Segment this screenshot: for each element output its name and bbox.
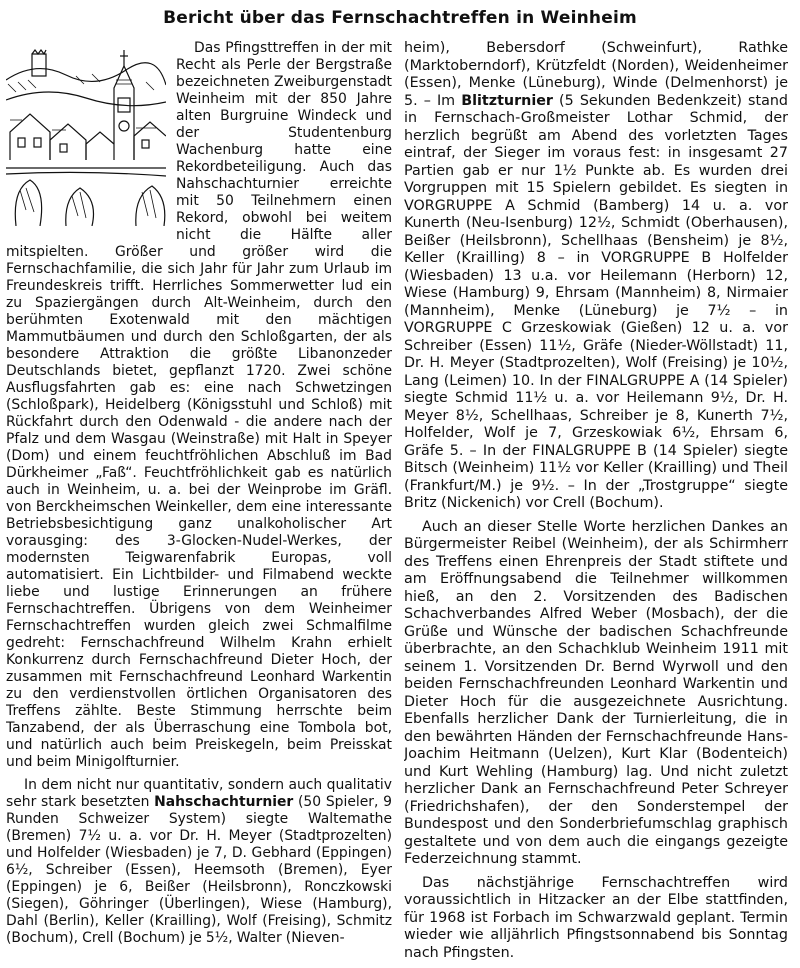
nahschach-text-end: (50 Spieler, 9 Runden Schweizer System) siegte Waltemathe (Bremen) 7½ u. a. vor Dr. H. Meyer (Stadtprozelten) und Holfelder (Wiesbaden) je 7, D. Gebhard (Eppingen) 6½, Schreiber (Essen), Heemsoth (Bremen), Eyer (Eppingen) je 6, Beißer (Heilsbronn), Ronczkowski (Siegen), Göhringer (Überlingen), Wiese (Hamburg), Dahl (Berlin), Keller (Krailling), Wolf (Freising), Schmitz (Bochum), Crell (Bochum) je 5½, Walter (Nieven- <box>6 794 392 946</box>
weinheim-town-sketch-icon <box>6 40 166 226</box>
next-meeting-paragraph: Das nächstjährige Fernschachtreffen wird voraussichtlich in Hitzacker an der Elbe stattfinden, für 1968 ist Forbach im Schwarzwald geplant. Termin wieder wie alljährlich Pfingstsonnabend bis Sonntag nach Pfingsten. <box>404 874 788 961</box>
left-column <box>6 40 392 964</box>
nahschachturnier-heading: Nahschachturnier <box>154 794 294 810</box>
article-title: Bericht über das Fernschachtreffen in Weinheim <box>163 8 637 28</box>
blitz-text-start: heim), Bebersdorf (Schweinfurt), Rathke (Marktoberndorf), Krützfeldt (Norden), Weidenheimer (Essen), Menke (Lüneburg), Winde (Delmenhorst) je 5. – Im <box>404 40 788 109</box>
nahschach-paragraph <box>6 777 392 947</box>
blitz-paragraph <box>404 40 788 513</box>
nahschach-text-start: In dem nicht nur quantitativ, sondern auch qualitativ sehr stark besetzten <box>6 777 392 810</box>
blitz-text-end: (5 Sekunden Bedenkzeit) stand in Fernschach-Großmeister Lothar Schmid, der herzlich begrüßt am Abend des vorletzten Tages eintraf, der Sieger im voraus fest: in insgesamt 27 Partien gab er nur 1½ Punkte ab. Es wurden drei Vorgruppen mit 15 Spielern gebildet. Es siegten in VORGRUPPE A Schmid (Bamberg) 14 u. a. vor Kunerth (Neu-Isenburg) 12½, Schmidt (Oberhausen), Beißer (Heilsbronn), Schellhaas (Bensheim) je 8½, Keller (Krailling) 8 – in VORGRUPPE B Holfelder (Wiesbaden) 13 u.a. vor Heilemann (Herborn) 12, Wiese (Hamburg) 9, Ehrsam (Mannheim) 8, Nirmaier (Mannheim), Menke (Lüneburg) je 7½ – in VORGRUPPE C Grzeskowiak (Gießen) 12 u. a. vor Schreiber (Essen) 11½, Gräfe (Nieder-Wöllstadt) 11, Dr. H. Meyer (Stadtprozelten), Wolf (Freising) je 10½, Lang (Leimen) 10. In der FINALGRUPPE A (14 Spieler) siegte Schmid 11½ u. a. vor Heilemann 9½, Dr. H. Meyer 8½, Schellhaas, Schreiber je 8, Kunerth 7½, Holfelder, Wolf je 7, Grzeskowiak 6½, Ehrsam 6, Gräfe 5. – In der FINALGRUPPE B (14 Spieler) siegte Bitsch (Weinheim) 11½ vor Keller (Krailling) und Theil (Frankfurt/M.) je 9½. – In der „Trostgruppe“ siegte Britz (Nickenich) vor Crell (Bochum). <box>404 92 788 511</box>
thanks-paragraph: Auch an dieser Stelle Worte herzlichen Dankes an Bürgermeister Reibel (Weinheim), der als Schirmherr des Treffens einen Ehrenpreis der Stadt stiftete und am Eröffnungsabend die Teilnehmer willkommen hieß, an den 2. Vorsitzenden des Badischen Schachverbandes Alfred Weber (Mosbach), der die Grüße und Wünsche der badischen Schachfreunde überbrachte, an den Schachklub Weinheim 1911 mit seinem 1. Vorsitzenden Dr. Bernd Wyrwoll und den beiden Fernschachfreunden Leonhard Warkentin und Dieter Hoch für die ausgezeichnete Ausrichtung. Ebenfalls herzlicher Dank der Turnierleitung, die in den bewährten Händen der Fernschachfreunde Hans-Joachim Heitmann (Uelzen), Kurt Klar (Bodenteich) und Kurt Wehling (Hamburg) lag. Und nicht zuletzt herzlicher Dank an Fernschachfreund Peter Schreyer (Friedrichshafen), der den Sonderstempel der Bundespost und den Sonderbriefumschlag graphisch gestaltete und von dem auch die eingangs gezeigte Federzeichnung stammt. <box>404 518 788 867</box>
right-column <box>404 40 788 964</box>
intro-paragraph: Das Pfingsttreffen in der mit Recht als Perle der Bergstraße bezeichneten Zweiburgenstadt Weinheim mit der 850 Jahre alten Burgruine Windeck und der Studentenburg Wachenburg hatte eine Rekordbeteiligung. Auch das Nahschachturnier erreichte mit 50 Teilnehmern einen Rekord, obwohl bei weitem nicht die Hälfte aller mitspielten. Größer und größer wird die Fernschachfamilie, die sich Jahr für Jahr zum Urlaub im Freundeskreis trifft. Herrliches Sommerwetter lud ein zu Spaziergängen durch Alt-Weinheim, durch den berühmten Exotenwald mit den mächtigen Mammutbäumen und durch den Schloßgarten, der als besondere Attraktion die größte Libanonzeder Deutschlands bietet, gepflanzt 1720. Zwei schöne Ausflugsfahrten gab es: eine nach Schwetzingen (Schloßpark), Heidelberg (Königsstuhl und Schloß) mit Rückfahrt durch den Odenwald - die andere nach der Pfalz und dem Wasgau (Weinstraße) mit Halt in Speyer (Dom) und einem feuchtfröhlichen Abschluß im Bad Dürkheimer „Faß“. Feuchtfröhlichkeit gab es natürlich auch in Weinheim, u. a. bei der Weinprobe im Gräfl. von Berckheimschen Weinkeller, dem eine interessante Betriebsbesichtigung ganz unalkoholischer Art vorausging: des 3-Glocken-Nudel-Werkes, der modernsten Teigwarenfabrik Europas, voll automatisiert. Ein Lichtbilder- und Filmabend weckte liebe und lustige Erinnerungen an frühere Fernschachtreffen. Übrigens von dem Weinheimer Fernschachtreffen wurden gleich zwei Schmalfilme gedreht: Fernschachfreund Wilhelm Krahn erhielt Konkurrenz durch Fernschachfreund Dieter Hoch, der zusammen mit Fernschachfreund Leonhard Warkentin zu den verdienstvollen örtlichen Organisatoren des Treffens zählte. Beste Stimmung herrschte beim Tanzabend, der als Überraschung eine Tombola bot, und natürlich auch beim Preiskegeln, beim Preisskat und beim Minigolfturnier. <box>6 40 392 770</box>
blitzturnier-heading: Blitzturnier <box>461 92 553 109</box>
